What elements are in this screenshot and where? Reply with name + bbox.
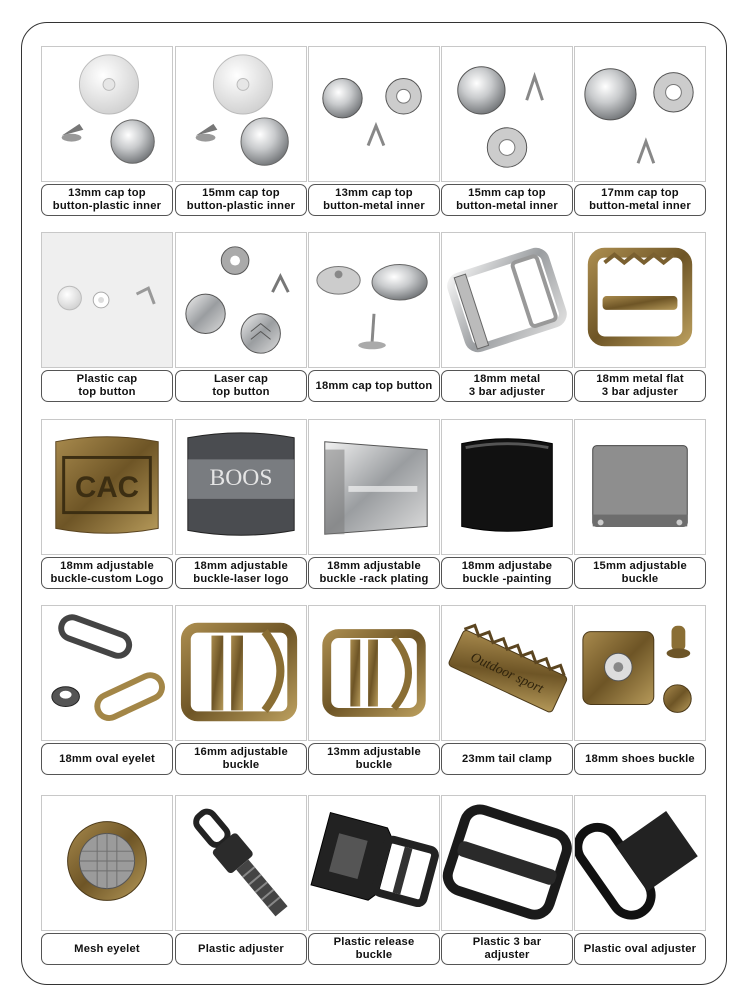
product-card[interactable] (41, 419, 173, 597)
plastic-adjuster-icon (175, 795, 307, 931)
catalog-row (41, 795, 709, 973)
logo-text: CAC (75, 470, 139, 504)
oval-eyelet-icon (41, 605, 173, 741)
logo-text: BOOS (209, 465, 273, 492)
product-card[interactable] (574, 232, 706, 410)
plastic-oval-adjuster-icon (574, 795, 706, 931)
product-caption: Plastic oval adjuster (574, 933, 706, 965)
product-caption: 18mm metal 3 bar adjuster (441, 370, 573, 402)
product-card[interactable] (175, 605, 307, 783)
product-caption: 18mm cap top button (308, 370, 440, 402)
tail-clamp-icon (441, 605, 573, 741)
product-card[interactable] (308, 605, 440, 783)
cap-button-metal-inner-icon (441, 46, 573, 182)
product-card[interactable] (441, 232, 573, 410)
shoes-buckle-icon (574, 605, 706, 741)
product-card[interactable] (308, 419, 440, 597)
product-caption: 15mm cap top button-metal inner (441, 184, 573, 216)
product-caption: 18mm oval eyelet (41, 743, 173, 775)
catalog-row (41, 605, 709, 783)
catalog-row (41, 232, 709, 410)
product-caption: Mesh eyelet (41, 933, 173, 965)
product-card[interactable] (41, 605, 173, 783)
metal-3-bar-adjuster-icon (441, 232, 573, 368)
laser-cap-button-icon (175, 232, 307, 368)
product-card[interactable] (308, 46, 440, 224)
product-caption: Plastic release buckle (308, 933, 440, 965)
bronze-adjustable-buckle-small-icon (308, 605, 440, 741)
product-caption: Laser cap top button (175, 370, 307, 402)
product-caption: Plastic 3 bar adjuster (441, 933, 573, 965)
buckle-adjustable-icon (574, 419, 706, 555)
logo-text: Outdoor sport (468, 649, 546, 696)
product-caption: 23mm tail clamp (441, 743, 573, 775)
plastic-cap-button-icon (41, 232, 173, 368)
product-card[interactable] (574, 46, 706, 224)
buckle-painting-icon (441, 419, 573, 555)
bronze-adjustable-buckle-icon (175, 605, 307, 741)
buckle-rack-plating-icon (308, 419, 440, 555)
product-card[interactable] (41, 46, 173, 224)
product-caption: 18mm shoes buckle (574, 743, 706, 775)
product-card[interactable] (175, 419, 307, 597)
product-card[interactable] (308, 795, 440, 973)
product-card[interactable] (441, 795, 573, 973)
product-caption: 18mm metal flat 3 bar adjuster (574, 370, 706, 402)
product-caption: 18mm adjustable buckle -rack plating (308, 557, 440, 589)
product-caption: 18mm adjustable buckle-custom Logo (41, 557, 173, 589)
product-caption: 18mm adjustable buckle-laser logo (175, 557, 307, 589)
product-caption: 15mm adjustable buckle (574, 557, 706, 589)
product-card[interactable] (175, 232, 307, 410)
product-card[interactable] (574, 605, 706, 783)
buckle-custom-logo-icon (41, 419, 173, 555)
product-card[interactable] (175, 46, 307, 224)
catalog-row (41, 419, 709, 597)
product-card[interactable] (574, 419, 706, 597)
product-card[interactable] (441, 605, 573, 783)
catalog-row (41, 46, 709, 224)
cap-button-metal-inner-icon (574, 46, 706, 182)
mesh-eyelet-icon (41, 795, 173, 931)
product-card[interactable] (441, 46, 573, 224)
cap-button-plastic-inner-icon (175, 46, 307, 182)
cap-button-plastic-inner-icon (41, 46, 173, 182)
plastic-release-buckle-icon (308, 795, 440, 931)
product-card[interactable] (175, 795, 307, 973)
product-caption: 13mm cap top button-plastic inner (41, 184, 173, 216)
product-caption: 17mm cap top button-metal inner (574, 184, 706, 216)
plastic-3-bar-adjuster-icon (441, 795, 573, 931)
product-caption: Plastic adjuster (175, 933, 307, 965)
cap-button-metal-inner-icon (308, 46, 440, 182)
product-card[interactable] (308, 232, 440, 410)
metal-flat-3-bar-adjuster-icon (574, 232, 706, 368)
product-card[interactable] (41, 795, 173, 973)
product-caption: 13mm adjustable buckle (308, 743, 440, 775)
product-caption: 15mm cap top button-plastic inner (175, 184, 307, 216)
buckle-laser-logo-icon (175, 419, 307, 555)
product-caption: 18mm adjustabe buckle -painting (441, 557, 573, 589)
product-card[interactable] (574, 795, 706, 973)
product-caption: 13mm cap top button-metal inner (308, 184, 440, 216)
product-caption: 16mm adjustable buckle (175, 743, 307, 775)
product-caption: Plastic cap top button (41, 370, 173, 402)
product-card[interactable] (441, 419, 573, 597)
product-card[interactable] (41, 232, 173, 410)
cap-top-button-icon (308, 232, 440, 368)
